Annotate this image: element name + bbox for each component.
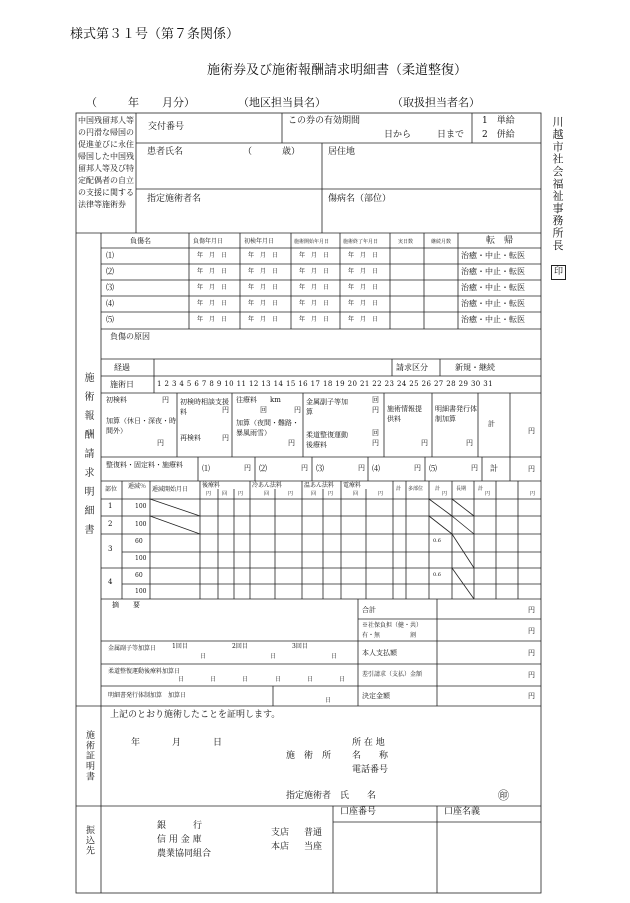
ticket-number-label: 交付番号 bbox=[148, 122, 185, 132]
remarks-label: 摘 要 bbox=[112, 601, 140, 609]
part-header-sum2: 計 bbox=[435, 486, 441, 492]
claim-type-values: 新規・継続 bbox=[455, 363, 495, 372]
injury-header-date: 負傷年月日 bbox=[193, 238, 224, 245]
office-name: 川越市社会福祉事務所長 bbox=[551, 116, 564, 252]
reduction-item-yen: 円 bbox=[244, 464, 251, 472]
injury-row-date: 年 月 日 bbox=[348, 284, 379, 291]
treatment-days: 1 2 3 4 5 6 7 8 9 10 11 12 13 14 15 16 17 18 19 20 21 22 23 24 25 26 27 28 29 30 31 bbox=[157, 380, 493, 388]
age-open: （ bbox=[243, 147, 253, 157]
injury-header-outcome: 転 帰 bbox=[486, 236, 514, 246]
injury-row-date: 年 月 日 bbox=[348, 300, 379, 307]
fee-info-yen: 円 bbox=[421, 439, 428, 447]
fee-consult: 初検時相談支援料 bbox=[180, 398, 229, 416]
injury-row-date: 年 月 日 bbox=[299, 316, 330, 323]
claim-type-label: 請求区分 bbox=[396, 363, 428, 372]
fee-exercise-yen: 円 bbox=[372, 439, 379, 447]
insurance-yen: 円 bbox=[528, 627, 535, 635]
part-row-number: 4 bbox=[108, 578, 113, 586]
fee-consult-yen: 円 bbox=[222, 406, 229, 414]
bank-type-credit: 信 用 金 庫 bbox=[157, 835, 202, 845]
metal-first: 1回目 bbox=[172, 643, 188, 650]
diff-yen: 円 bbox=[528, 671, 535, 679]
injury-row-number: ⑴ bbox=[106, 251, 114, 260]
part-subheader: 回 bbox=[311, 491, 317, 497]
option-single: 1 単給 bbox=[482, 116, 515, 126]
injury-row-date: 年 月 日 bbox=[248, 268, 279, 275]
claim-section-label: 施術報酬請求明細書 bbox=[82, 372, 93, 543]
decided-yen: 円 bbox=[528, 692, 535, 700]
exercise-add-label: 柔道整復運動後療料加算日 bbox=[108, 668, 181, 675]
part-header-cold: 冷あん法料 bbox=[252, 482, 283, 489]
injury-row-outcome: 治癒・中止・転医 bbox=[461, 299, 525, 308]
certify-year: 年 bbox=[131, 738, 141, 748]
injury-row-date: 年 月 日 bbox=[299, 284, 330, 291]
part-subheader: 円 bbox=[206, 491, 212, 497]
fee-exercise: 柔道整復運動後療料 bbox=[306, 431, 348, 449]
metal-third: 3回目 bbox=[292, 643, 308, 650]
fee-metal: 金属副子等加算 bbox=[306, 398, 348, 416]
clinic-address-label: 所 在 地 bbox=[352, 738, 385, 748]
meta-area-officer: （地区担当員名） bbox=[238, 96, 326, 109]
part-row-percent: 100 bbox=[135, 521, 147, 528]
part-subheader: 円 bbox=[328, 491, 334, 497]
reduction-item-label: ⑶ bbox=[316, 464, 324, 473]
part-header-sum1: 計 bbox=[396, 486, 402, 492]
metal-day3: 日 bbox=[331, 653, 338, 660]
law-text: 中国残留邦人等の円滑な帰国の促進並びに永住帰国した中国残留邦人等及び特定配偶者の自立の支援に関する法律等施術券 bbox=[78, 116, 134, 209]
treatment-day-label: 施術日 bbox=[110, 380, 134, 389]
ex-day5: 日 bbox=[307, 676, 314, 683]
sum-yen: 円 bbox=[528, 606, 535, 614]
ex-day4: 日 bbox=[275, 676, 282, 683]
injury-row-outcome: 治癒・中止・転医 bbox=[461, 267, 525, 276]
part-header-part: 部位 bbox=[105, 486, 118, 493]
injury-header-first: 初検年月日 bbox=[244, 238, 275, 245]
metal-day2: 日 bbox=[270, 653, 277, 660]
part-subheader: 回 bbox=[222, 491, 228, 497]
insurance-label: ※社保負担（健・共） bbox=[362, 622, 423, 629]
part-row-percent: 100 bbox=[135, 588, 147, 595]
fee-visit-add: 加算（夜間・難路・暴風雨雪） bbox=[236, 419, 299, 437]
patient-name-label: 患者氏名 bbox=[147, 147, 184, 157]
injury-row-date: 年 月 日 bbox=[348, 268, 379, 275]
reduction-total-label: 計 bbox=[490, 464, 498, 473]
injury-row-date: 年 月 日 bbox=[248, 300, 279, 307]
injury-row-date: 年 月 日 bbox=[248, 284, 279, 291]
meta-month: 月分） bbox=[162, 96, 195, 109]
injury-header-start: 施術開始年月日 bbox=[294, 239, 330, 245]
fee-metal-kai: 回 bbox=[372, 396, 379, 404]
validity-to: 日まで bbox=[437, 130, 465, 140]
part-row-number: 3 bbox=[108, 545, 113, 553]
clinic-phone-label: 電話番号 bbox=[352, 765, 389, 775]
injury-row-date: 年 月 日 bbox=[299, 252, 330, 259]
self-pay-label: 本人支払額 bbox=[362, 649, 397, 657]
part-header-electric: 電療料 bbox=[343, 482, 362, 489]
practitioner-seal: ㊞ bbox=[498, 789, 509, 802]
part-subheader: 円 bbox=[288, 491, 294, 497]
injury-row-number: ⑸ bbox=[106, 315, 114, 324]
reduction-item-yen: 円 bbox=[301, 464, 308, 472]
injury-header-months: 継続月数 bbox=[431, 239, 452, 245]
part-row-number: 2 bbox=[108, 520, 113, 528]
office-seal: 印 bbox=[551, 265, 566, 280]
meta-year: 年 bbox=[128, 96, 139, 109]
certify-month: 月 bbox=[172, 738, 182, 748]
fee-statement: 明細書発行体制加算 bbox=[435, 405, 477, 423]
age-label: 歳） bbox=[282, 147, 301, 157]
reduction-item-yen: 円 bbox=[471, 464, 478, 472]
page-title: 施術券及び施術報酬請求明細書（柔道整復） bbox=[207, 63, 468, 78]
injury-row-outcome: 治癒・中止・転医 bbox=[461, 251, 525, 260]
validity-from: 日から bbox=[384, 130, 412, 140]
injury-row-outcome: 治癒・中止・転医 bbox=[461, 315, 525, 324]
fee-exercise-kai: 回 bbox=[372, 429, 379, 437]
stmt-add-day: 日 bbox=[325, 697, 332, 704]
fee-reexam-yen: 円 bbox=[222, 434, 229, 442]
part-row-percent: 60 bbox=[135, 572, 143, 579]
injury-row-date: 年 月 日 bbox=[197, 252, 228, 259]
insurance-share: 有・無 割 bbox=[362, 632, 417, 639]
fee-visit-kai: 回 bbox=[260, 406, 267, 414]
part-row-percent: 100 bbox=[135, 503, 147, 510]
part-subheader: 円 bbox=[442, 491, 448, 497]
fee-initial-add-yen: 円 bbox=[157, 439, 164, 447]
fee-statement-yen: 円 bbox=[466, 439, 473, 447]
option-combined: 2 併給 bbox=[482, 130, 515, 140]
fee-initial-add: 加算（休日・深夜・時間外） bbox=[106, 417, 176, 435]
injury-header-name: 負傷名 bbox=[130, 237, 151, 245]
ex-day6: 日 bbox=[339, 676, 346, 683]
account-ordinary: 普通 bbox=[304, 828, 323, 838]
injury-row-date: 年 月 日 bbox=[248, 316, 279, 323]
fee-reexam: 再検料 bbox=[180, 434, 201, 442]
part-row-coef: 0.6 bbox=[433, 538, 441, 544]
part-row-percent: 60 bbox=[135, 538, 143, 545]
part-row-percent: 100 bbox=[135, 555, 147, 562]
part-row-coef: 0.6 bbox=[433, 572, 441, 578]
form-number: 様式第３１号（第７条関係） bbox=[70, 27, 240, 42]
injury-row-date: 年 月 日 bbox=[197, 300, 228, 307]
meta-paren-open: （ bbox=[86, 96, 97, 109]
fee-metal-yen: 円 bbox=[372, 406, 379, 414]
part-subheader: 円 bbox=[378, 491, 384, 497]
reduction-item-yen: 円 bbox=[414, 464, 421, 472]
reduction-total-yen: 円 bbox=[528, 465, 535, 473]
injury-header-end: 施術終了年月日 bbox=[343, 239, 379, 245]
ex-day3: 日 bbox=[242, 676, 249, 683]
ex-day1: 日 bbox=[178, 676, 185, 683]
injury-row-date: 年 月 日 bbox=[299, 300, 330, 307]
branch-label: 支店 bbox=[271, 828, 290, 838]
injury-row-number: ⑶ bbox=[106, 283, 114, 292]
metal-add-label: 金属副子等加算日 bbox=[108, 645, 157, 652]
injury-row-date: 年 月 日 bbox=[197, 268, 228, 275]
fee-total-label: 計 bbox=[488, 420, 495, 428]
injury-row-date: 年 月 日 bbox=[197, 284, 228, 291]
address-label: 居住地 bbox=[328, 147, 356, 157]
account-number-label: 口座番号 bbox=[340, 807, 377, 817]
part-header-start: 逓減開始月日 bbox=[152, 486, 189, 493]
progress-label: 経過 bbox=[114, 363, 130, 372]
part-header-warm: 温あん法料 bbox=[304, 482, 335, 489]
part-subheader: 円 bbox=[238, 491, 244, 497]
injury-name-label: 傷病名（部位） bbox=[328, 194, 392, 204]
injury-row-date: 年 月 日 bbox=[197, 316, 228, 323]
part-subheader: 回 bbox=[264, 491, 270, 497]
transfer-section-label: 振込先 bbox=[84, 825, 94, 857]
injury-row-number: ⑵ bbox=[106, 267, 114, 276]
bank-type-bank: 銀 行 bbox=[157, 821, 203, 831]
meta-handler: （取扱担当者名） bbox=[392, 96, 480, 109]
reduction-item-label: ⑷ bbox=[372, 464, 380, 473]
practitioner-label: 指定施術者 氏 名 bbox=[286, 791, 377, 801]
fee-visit: 往療料 bbox=[236, 396, 257, 404]
part-header-percent: 逓減％ bbox=[127, 483, 146, 490]
decided-label: 決定金額 bbox=[362, 692, 390, 700]
reduction-item-yen: 円 bbox=[358, 464, 365, 472]
reduction-item-label: ⑵ bbox=[259, 464, 267, 473]
part-subheader: 円 bbox=[485, 491, 491, 497]
certify-text: 上記のとおり施術したことを証明します。 bbox=[110, 710, 281, 720]
reduction-item-label: ⑴ bbox=[202, 464, 210, 473]
injury-row-date: 年 月 日 bbox=[348, 316, 379, 323]
injury-row-outcome: 治癒・中止・転医 bbox=[461, 283, 525, 292]
account-current: 当座 bbox=[304, 842, 323, 852]
part-header-sum3: 計 bbox=[478, 486, 484, 492]
fee-visit-add-yen: 円 bbox=[288, 439, 295, 447]
fee-visit-km: km bbox=[270, 396, 281, 404]
part-header-after: 後療料 bbox=[202, 482, 221, 489]
bank-type-agri: 農業協同組合 bbox=[157, 849, 212, 859]
head-office-label: 本店 bbox=[271, 842, 290, 852]
part-row-number: 1 bbox=[108, 502, 113, 510]
validity-label: この券の有効期間 bbox=[288, 116, 361, 126]
part-subheader: 円 bbox=[530, 491, 536, 497]
fee-initial-yen: 円 bbox=[162, 396, 169, 404]
provider-label: 指定施術者名 bbox=[147, 194, 202, 204]
fee-info: 施術情報提供料 bbox=[387, 405, 422, 423]
part-subheader: 回 bbox=[353, 491, 359, 497]
ex-day2: 日 bbox=[210, 676, 217, 683]
injury-row-date: 年 月 日 bbox=[348, 252, 379, 259]
reduction-label: 整復料・固定料・施療料 bbox=[106, 461, 183, 469]
reduction-item-label: ⑸ bbox=[429, 464, 437, 473]
self-pay-yen: 円 bbox=[528, 649, 535, 657]
fee-visit-yen: 円 bbox=[294, 406, 301, 414]
injury-cause-label: 負傷の原因 bbox=[110, 332, 150, 341]
injury-row-date: 年 月 日 bbox=[248, 252, 279, 259]
clinic-name-label: 名 称 bbox=[352, 751, 389, 761]
account-name-label: 口座名義 bbox=[444, 807, 481, 817]
fee-total-yen: 円 bbox=[528, 427, 535, 435]
injury-row-number: ⑷ bbox=[106, 299, 114, 308]
certify-day: 日 bbox=[213, 738, 223, 748]
stmt-add-label: 明細書発行体制加算 加算日 bbox=[108, 692, 187, 699]
metal-day1: 日 bbox=[200, 653, 207, 660]
certify-section-label: 施術証明書 bbox=[84, 730, 94, 782]
diff-label: 差引請求（支払）金額 bbox=[362, 671, 423, 678]
sum-label: 合計 bbox=[362, 606, 376, 614]
part-header-multi: 多部位 bbox=[408, 486, 424, 492]
metal-second: 2回目 bbox=[232, 643, 248, 650]
injury-header-days: 実日数 bbox=[398, 239, 414, 245]
part-header-long: 長期 bbox=[456, 486, 467, 492]
injury-row-date: 年 月 日 bbox=[299, 268, 330, 275]
fee-initial: 初検料 bbox=[106, 396, 127, 404]
clinic-label: 施 術 所 bbox=[286, 751, 332, 761]
